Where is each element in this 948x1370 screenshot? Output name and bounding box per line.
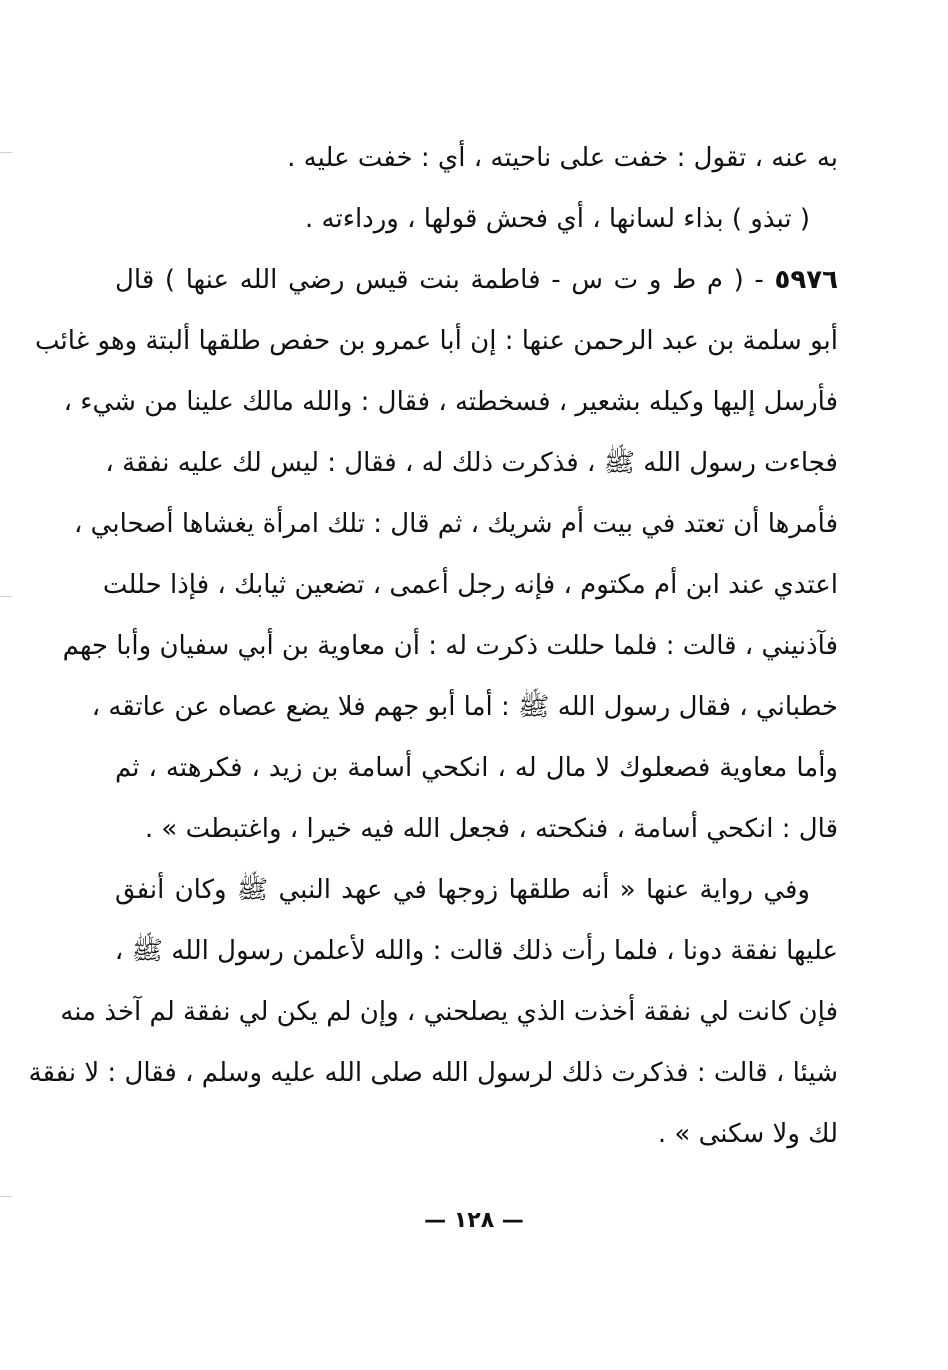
text-line: وأما معاوية فصعلوك لا مال له ، انكحي أسامة بن زيد ، فكرهته ، ثم (115, 753, 838, 783)
text-line: به عنه ، تقول : خفت على ناحيته ، أي : خفت عليه . (287, 143, 838, 173)
text-line: وفي رواية عنها « أنه طلقها زوجها في عهد النبي ﷺ وكان أنفق (115, 875, 810, 905)
hadith-dash: - (743, 265, 775, 295)
hadith-heading-line (115, 250, 838, 311)
text-line: قال : انكحي أسامة ، فنكحته ، فجعل الله فيه خيرا ، واغتبطت » . (144, 814, 838, 844)
text-line: فأمرها أن تعتد في بيت أم شريك ، ثم قال : تلك امرأة يغشاها أصحابي ، (74, 509, 838, 539)
text-line: خطباني ، فقال رسول الله ﷺ : أما أبو جهم فلا يضع عصاه عن عاتقه ، (91, 692, 838, 722)
body-text (28, 128, 838, 1165)
text-line: فجاءت رسول الله ﷺ ، فذكرت ذلك له ، فقال : ليس لك عليه نفقة ، (105, 448, 838, 478)
text-line: فأرسل إليها وكيله بشعير ، فسخطته ، فقال : والله مالك علينا من شيء ، (63, 387, 838, 417)
text-line: فآذنيني ، قالت : فلما حللت ذكرت له : أن معاوية بن أبي سفيان وأبا جهم (62, 631, 838, 661)
text-line: شيئا ، قالت : فذكرت ذلك لرسول الله صلى الله عليه وسلم ، فقال : لا نفقة (28, 1058, 838, 1088)
text-line: عليها نفقة دونا ، فلما رأت ذلك قالت : والله لأعلمن رسول الله ﷺ ، (114, 936, 838, 966)
hadith-number: ٥٩٧٦ (774, 265, 838, 295)
text-line: فإن كانت لي نفقة أخذت الذي يصلحني ، وإن لم يكن لي نفقة لم آخذ منه (60, 997, 838, 1027)
text-line: اعتدي عند ابن أم مكتوم ، فإنه رجل أعمى ، تضعين ثيابك ، فإذا حللت (102, 570, 838, 600)
scan-margin-mark (0, 152, 12, 153)
hadith-heading-text: ( م ط و ت س - فاطمة بنت قيس رضي الله عنها ) قال (115, 265, 744, 295)
scan-margin-mark (0, 596, 12, 597)
text-line: أبو سلمة بن عبد الرحمن عنها : إن أبا عمرو بن حفص طلقها ألبتة وهو غائب (34, 326, 838, 356)
page-number: — ١٢٨ — (424, 1208, 524, 1233)
scan-margin-mark (0, 1196, 12, 1197)
text-line: ( تبذو ) بذاء لسانها ، أي فحش قولها ، ورداءته . (305, 204, 810, 234)
text-line: لك ولا سكنى » . (657, 1119, 838, 1149)
